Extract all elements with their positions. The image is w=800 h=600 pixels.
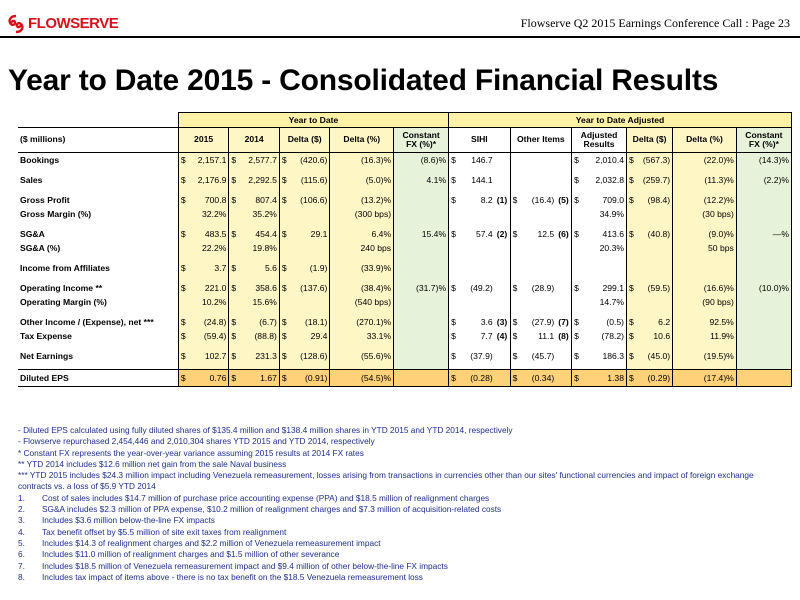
currency-sign: $ xyxy=(229,369,238,386)
flowserve-swirl-icon xyxy=(6,14,26,34)
row-label: Other Income / (Expense), net *** xyxy=(20,316,154,327)
value-2014: 2,577.7 xyxy=(238,152,280,167)
footnote-number: 1. xyxy=(18,492,25,503)
delta-usd: (106.6) xyxy=(288,193,330,207)
value-2015: 700.8 xyxy=(187,193,229,207)
other-items-value: 12.5 xyxy=(537,228,555,239)
value-2015: 10.2% xyxy=(187,295,229,309)
footnotes xyxy=(18,425,788,583)
adj-delta-usd: (45.0) xyxy=(635,349,672,363)
other-items-value: 11.1 xyxy=(538,330,555,341)
logo-text: FLOWSERVE xyxy=(28,15,119,32)
other-items-value: (0.34) xyxy=(519,369,556,386)
adj-constant-fx xyxy=(736,349,791,363)
col-header-adjusted: Adjusted Results xyxy=(572,127,627,152)
footnote-item xyxy=(18,504,788,515)
delta-pct: (270.1)% xyxy=(330,315,394,329)
group-header-ytd-adjusted: Year to Date Adjusted xyxy=(449,113,792,128)
value-2015: 32.2% xyxy=(187,207,229,221)
row-label: Operating Margin (%) xyxy=(20,296,107,307)
delta-pct: (13.2)% xyxy=(330,193,394,207)
currency-sign: $ xyxy=(279,349,288,363)
adj-constant-fx xyxy=(736,369,791,386)
footnote-number: 7. xyxy=(18,560,25,571)
currency-sign: $ xyxy=(451,228,456,239)
value-2014: 807.4 xyxy=(238,193,280,207)
adj-delta-pct: 11.9% xyxy=(673,329,737,343)
adj-constant-fx xyxy=(736,193,791,207)
delta-usd: 29.1 xyxy=(288,227,330,241)
adj-delta-usd: 6.2 xyxy=(635,315,672,329)
currency-sign: $ xyxy=(510,281,519,295)
value-2014: 454.4 xyxy=(238,227,280,241)
adjusted-value: 186.3 xyxy=(602,350,624,361)
footnote-ref xyxy=(495,152,510,167)
currency-sign: $ xyxy=(229,193,238,207)
table-row-gross-profit xyxy=(18,193,792,207)
footnote-ref xyxy=(556,349,571,363)
currency-sign: $ xyxy=(229,281,238,295)
delta-usd: (420.6) xyxy=(288,152,330,167)
currency-sign: $ xyxy=(451,330,456,341)
flowserve-logo xyxy=(6,14,119,36)
currency-sign: $ xyxy=(229,152,238,167)
delta-usd: (18.1) xyxy=(288,315,330,329)
other-items-value xyxy=(519,152,556,167)
value-2014: 5.6 xyxy=(238,261,280,275)
footnote-item xyxy=(18,572,788,583)
footnote-ref: (4) xyxy=(496,330,508,341)
adj-delta-pct: (19.5)% xyxy=(673,349,737,363)
adjusted-value: 413.6 xyxy=(602,228,624,239)
sihi-value: 57.4 xyxy=(475,228,493,239)
delta-pct: (38.4)% xyxy=(330,281,394,295)
footnote-text: Tax benefit offset by $5.5 million of site exit taxes from realignment xyxy=(42,526,287,537)
table-row-affiliates xyxy=(18,261,792,275)
footnote-eps: - Diluted EPS calculated using fully diluted shares of $135.4 million and $138.4 million shares in YTD 2015 and YTD 2014, respectively xyxy=(18,425,513,435)
table-row-operating-income xyxy=(18,281,792,295)
currency-sign: $ xyxy=(510,349,519,363)
row-label: Bookings xyxy=(20,154,60,165)
adjusted-value: 2,010.4 xyxy=(595,154,624,165)
currency-sign: $ xyxy=(229,173,238,187)
value-2015: (24.8) xyxy=(187,315,229,329)
currency-sign: $ xyxy=(510,227,519,241)
row-label: SG&A (%) xyxy=(20,242,61,253)
currency-sign: $ xyxy=(279,315,288,329)
currency-sign: $ xyxy=(178,261,187,275)
constant-fx: 4.1% xyxy=(394,173,449,187)
adj-delta-pct: (17.4)% xyxy=(673,369,737,386)
adjusted-value: 1.38 xyxy=(580,369,626,386)
footnote-item xyxy=(18,515,788,526)
delta-pct: (300 bps) xyxy=(330,207,394,221)
col-header-2015: 2015 xyxy=(178,127,229,152)
footnote-ref: (8) xyxy=(558,330,569,341)
sihi-value: 144.1 xyxy=(471,174,493,185)
table-row-net-earnings xyxy=(18,349,792,363)
adj-constant-fx: (2.2)% xyxy=(736,173,791,187)
row-label: Operating Income ** xyxy=(20,282,103,293)
currency-sign: $ xyxy=(178,315,187,329)
footnote-text: Includes $18.5 million of Venezuela remeasurement impact and $9.4 million of other below-the-line FX impacts xyxy=(42,560,448,571)
page-title: Year to Date 2015 - Consolidated Financial Results xyxy=(8,64,719,97)
table-row-bookings xyxy=(18,152,792,167)
value-2014: 231.3 xyxy=(238,349,280,363)
currency-sign: $ xyxy=(279,193,288,207)
other-items-value xyxy=(519,173,556,187)
footnote-ref: (6) xyxy=(558,228,569,239)
currency-sign: $ xyxy=(178,281,187,295)
delta-pct: (33.9)% xyxy=(330,261,394,275)
value-2015: 0.76 xyxy=(187,369,229,386)
sihi-value: 3.6 xyxy=(480,316,493,327)
currency-sign: $ xyxy=(572,173,581,187)
adj-constant-fx xyxy=(736,315,791,329)
currency-sign: $ xyxy=(627,152,636,167)
value-2015: 2,157.1 xyxy=(187,152,229,167)
row-label: Diluted EPS xyxy=(18,369,178,386)
currency-sign: $ xyxy=(178,173,187,187)
footnote-item xyxy=(18,493,788,504)
adjusted-value: 34.9% xyxy=(599,208,624,219)
footnote-constant-fx: * Constant FX represents the year-over-year variance assuming 2015 results at 2014 FX rates xyxy=(18,447,364,458)
currency-sign: $ xyxy=(178,329,187,343)
currency-sign xyxy=(510,173,519,187)
delta-usd: (128.6) xyxy=(288,349,330,363)
col-header-other-items: Other Items xyxy=(510,127,572,152)
footnote-text: Includes $11.0 million of realignment charges and $1.5 million of other severance xyxy=(42,549,340,560)
adj-delta-pct: 92.5% xyxy=(673,315,737,329)
col-header-sihi: SIHI xyxy=(449,127,511,152)
row-label: Gross Margin (%) xyxy=(20,208,92,219)
constant-fx: (8.6)% xyxy=(394,152,449,167)
table-row-other-income xyxy=(18,315,792,329)
table-row-sales xyxy=(18,173,792,187)
row-label: Tax Expense xyxy=(20,330,72,341)
currency-sign: $ xyxy=(451,154,456,165)
footnote-ref xyxy=(495,369,510,386)
adj-delta-usd: (59.5) xyxy=(635,281,672,295)
footnote-ref xyxy=(495,281,510,295)
currency-sign: $ xyxy=(178,369,187,386)
currency-sign: $ xyxy=(627,369,636,386)
footnote-text: Includes $3.6 million below-the-line FX impacts xyxy=(42,515,215,526)
footnote-text: Includes tax impact of items above - there is no tax benefit on the $18.5 Venezuela remeasurement loss xyxy=(42,571,423,582)
row-label: Gross Profit xyxy=(20,194,70,205)
adj-delta-pct: (12.2)% xyxy=(673,193,737,207)
currency-sign: $ xyxy=(178,152,187,167)
delta-pct: 6.4% xyxy=(330,227,394,241)
currency-sign: $ xyxy=(572,227,581,241)
footnote-number: 2. xyxy=(18,504,25,515)
currency-sign: $ xyxy=(627,281,636,295)
value-2015: 102.7 xyxy=(187,349,229,363)
currency-sign: $ xyxy=(510,315,519,329)
currency-sign: $ xyxy=(449,369,458,386)
footnote-number: 5. xyxy=(18,537,25,548)
constant-fx xyxy=(394,315,449,329)
constant-fx xyxy=(394,193,449,207)
value-2014: 15.6% xyxy=(238,295,280,309)
currency-sign: $ xyxy=(627,349,636,363)
footnote-item xyxy=(18,561,788,572)
footnote-repurchase: - Flowserve repurchased 2,454,446 and 2,010,304 shares YTD 2015 and YTD 2014, respectively xyxy=(18,436,375,447)
constant-fx: 15.4% xyxy=(394,227,449,241)
row-label: SG&A xyxy=(20,228,45,239)
currency-sign: $ xyxy=(451,316,456,327)
currency-sign: $ xyxy=(229,315,238,329)
delta-pct: 240 bps xyxy=(330,241,394,255)
page-info: Flowserve Q2 2015 Earnings Conference Call : Page 23 xyxy=(520,16,790,30)
currency-sign: $ xyxy=(279,261,288,275)
adj-constant-fx: (14.3)% xyxy=(736,152,791,167)
adj-delta-usd: (98.4) xyxy=(635,193,672,207)
constant-fx: (31.7)% xyxy=(394,281,449,295)
footnote-ref xyxy=(556,173,571,187)
footnote-ref: (1) xyxy=(496,194,508,205)
table-row-sga-pct xyxy=(18,241,792,255)
adj-delta-pct: (90 bps) xyxy=(673,295,737,309)
footnote-ref xyxy=(556,281,571,295)
value-2014: 358.6 xyxy=(238,281,280,295)
other-items-value: (27.9) xyxy=(531,316,555,327)
footnote-text: Cost of sales includes $14.7 million of purchase price accounting expense (PPA) and $18.5 million of realignment charges xyxy=(42,492,490,503)
footnote-text: Includes $14.3 of realignment charges and $2.2 million of Venezuela remeasurement impact xyxy=(42,537,381,548)
footnote-number: 3. xyxy=(18,515,25,526)
row-label: Sales xyxy=(20,174,43,185)
footnote-ref xyxy=(495,173,510,187)
delta-pct: (16.3)% xyxy=(330,152,394,167)
value-2015: 221.0 xyxy=(187,281,229,295)
currency-sign: $ xyxy=(451,282,456,293)
value-2015: 22.2% xyxy=(187,241,229,255)
currency-sign: $ xyxy=(510,193,519,207)
delta-pct: (54.5)% xyxy=(330,369,394,386)
currency-sign: $ xyxy=(627,329,636,343)
sihi-value: (0.28) xyxy=(457,369,494,386)
delta-pct: (55.6)% xyxy=(330,349,394,363)
constant-fx xyxy=(394,369,449,386)
currency-sign: $ xyxy=(572,369,581,386)
row-label: Income from Affiliates xyxy=(20,262,110,273)
footnote-ref xyxy=(495,349,510,363)
adj-delta-usd: 10.6 xyxy=(635,329,672,343)
currency-sign: $ xyxy=(627,193,636,207)
footnote-ref xyxy=(556,369,571,386)
adj-constant-fx: —% xyxy=(736,227,791,241)
footnote-ref: (7) xyxy=(558,316,569,327)
value-2014: (6.7) xyxy=(238,315,280,329)
adj-delta-pct: (16.6)% xyxy=(673,281,737,295)
financial-results-table xyxy=(18,112,792,387)
footnote-number: 4. xyxy=(18,526,25,537)
other-items-value: (28.9) xyxy=(531,282,555,293)
currency-sign: $ xyxy=(279,329,288,343)
adj-delta-pct: (9.0)% xyxy=(673,227,737,241)
col-header-delta-pct: Delta (%) xyxy=(330,127,394,152)
currency-sign: $ xyxy=(572,193,581,207)
adjusted-value: (78.2) xyxy=(601,330,624,341)
currency-sign: $ xyxy=(572,281,581,295)
adj-delta-pct: (22.0)% xyxy=(673,152,737,167)
currency-sign xyxy=(510,152,519,167)
other-items-value: (16.4) xyxy=(531,194,555,205)
adj-delta-usd: (259.7) xyxy=(635,173,672,187)
adj-constant-fx xyxy=(736,329,791,343)
value-2014: 2,292.5 xyxy=(238,173,280,187)
delta-pct: (540 bps) xyxy=(330,295,394,309)
adj-delta-usd: (40.8) xyxy=(635,227,672,241)
currency-sign: $ xyxy=(279,173,288,187)
currency-sign: $ xyxy=(572,349,581,363)
other-items-value: (45.7) xyxy=(531,350,555,361)
delta-usd: (1.9) xyxy=(288,261,330,275)
table-row-tax-expense xyxy=(18,329,792,343)
currency-sign: $ xyxy=(451,350,456,361)
footnote-number: 6. xyxy=(18,549,25,560)
table-row-operating-margin xyxy=(18,295,792,309)
currency-sign: $ xyxy=(279,281,288,295)
currency-sign: $ xyxy=(178,349,187,363)
currency-sign: $ xyxy=(229,227,238,241)
currency-sign: $ xyxy=(572,329,581,343)
adjusted-value: 14.7% xyxy=(599,296,624,307)
adj-delta-pct: (30 bps) xyxy=(673,207,737,221)
col-header-adj-delta-usd: Delta ($) xyxy=(627,127,673,152)
table-row-diluted-eps xyxy=(18,369,792,386)
adjusted-value: 299.1 xyxy=(602,282,624,293)
footnote-ref xyxy=(556,152,571,167)
currency-sign: $ xyxy=(229,329,238,343)
currency-sign: $ xyxy=(627,315,636,329)
adj-delta-pct: (11.3)% xyxy=(673,173,737,187)
constant-fx xyxy=(394,329,449,343)
adjusted-value: 20.3% xyxy=(599,242,624,253)
currency-sign: $ xyxy=(279,227,288,241)
currency-sign: $ xyxy=(451,174,456,185)
currency-sign: $ xyxy=(627,173,636,187)
footnote-venezuela: *** YTD 2015 includes $24.3 million impact including Venezuela remeasurement, losses arising from transactions in currencies other than our sites' functional currencies and impact of foreign exchange contracts vs. a loss of $5.9 YTD 2014 xyxy=(18,470,754,492)
currency-sign: $ xyxy=(510,369,519,386)
group-header-ytd: Year to Date xyxy=(178,113,448,128)
currency-sign: $ xyxy=(229,349,238,363)
adjusted-value: (0.5) xyxy=(606,316,624,327)
adj-delta-usd: (567.3) xyxy=(635,152,672,167)
col-header-delta-usd: Delta ($) xyxy=(279,127,330,152)
footnote-ref: (5) xyxy=(558,194,569,205)
currency-sign: $ xyxy=(572,315,581,329)
header-divider xyxy=(0,36,800,38)
delta-pct: 33.1% xyxy=(330,329,394,343)
column-header-row xyxy=(18,127,792,152)
row-label: Net Earnings xyxy=(20,350,74,361)
value-2015: 2,176.9 xyxy=(187,173,229,187)
currency-sign: $ xyxy=(627,227,636,241)
footnote-item xyxy=(18,527,788,538)
currency-sign: $ xyxy=(572,152,581,167)
adj-delta-usd: (0.29) xyxy=(635,369,672,386)
footnote-naval: ** YTD 2014 includes $12.6 million net gain from the sale Naval business xyxy=(18,458,287,469)
sihi-value: 146.7 xyxy=(471,154,493,165)
footnote-text: SG&A includes $2.3 million of PPA expense, $10.2 million of realignment charges and $7.3 million of acquisition-related costs xyxy=(42,504,502,515)
delta-usd: (115.6) xyxy=(288,173,330,187)
delta-usd: (137.6) xyxy=(288,281,330,295)
currency-sign: $ xyxy=(279,369,288,386)
currency-sign: $ xyxy=(510,329,519,343)
adjusted-value: 2,032.8 xyxy=(595,174,624,185)
group-header-row xyxy=(18,113,792,128)
value-2014: 1.67 xyxy=(238,369,280,386)
value-2015: 483.5 xyxy=(187,227,229,241)
adjusted-value: 709.0 xyxy=(602,194,624,205)
footnote-number: 8. xyxy=(18,571,25,582)
currency-sign: $ xyxy=(451,194,456,205)
sihi-value: 8.2 xyxy=(480,194,493,205)
footnote-item xyxy=(18,538,788,549)
col-header-adj-delta-pct: Delta (%) xyxy=(673,127,737,152)
sihi-value: (37.9) xyxy=(470,350,493,361)
sihi-value: (49.2) xyxy=(470,282,493,293)
value-2014: 35.2% xyxy=(238,207,280,221)
table-row-gross-margin xyxy=(18,207,792,221)
col-header-constant-fx: Constant FX (%)* xyxy=(394,127,449,152)
delta-usd: 29.4 xyxy=(288,329,330,343)
currency-sign: $ xyxy=(178,193,187,207)
currency-sign: $ xyxy=(178,227,187,241)
footnote-ref: (3) xyxy=(496,316,508,327)
currency-sign: $ xyxy=(229,261,238,275)
sihi-value: 7.7 xyxy=(480,330,493,341)
delta-usd: (0.91) xyxy=(288,369,330,386)
value-2015: (59.4) xyxy=(187,329,229,343)
delta-pct: (5.0)% xyxy=(330,173,394,187)
footnote-item xyxy=(18,549,788,560)
footnote-ref: (2) xyxy=(496,228,508,239)
table-row-sga xyxy=(18,227,792,241)
col-header-label: ($ millions) xyxy=(18,127,178,152)
currency-sign: $ xyxy=(279,152,288,167)
value-2014: 19.8% xyxy=(238,241,280,255)
value-2014: (88.8) xyxy=(238,329,280,343)
col-header-2014: 2014 xyxy=(229,127,280,152)
adj-constant-fx: (10.0)% xyxy=(736,281,791,295)
value-2015: 3.7 xyxy=(187,261,229,275)
adj-delta-pct: 50 bps xyxy=(673,241,737,255)
constant-fx xyxy=(394,349,449,363)
col-header-adj-constant-fx: Constant FX (%)* xyxy=(736,127,791,152)
